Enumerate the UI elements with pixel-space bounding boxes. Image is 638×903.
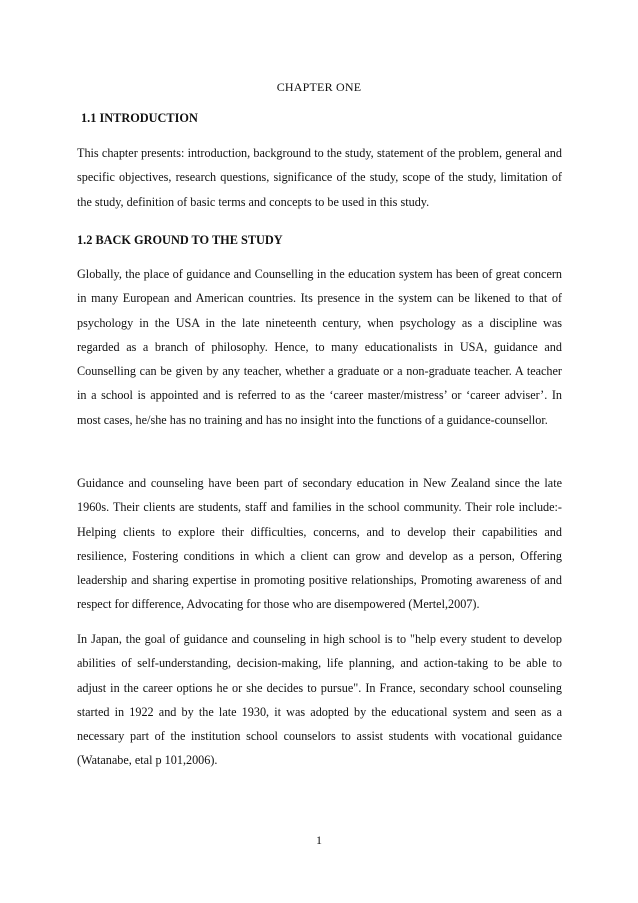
section-heading-introduction: 1.1 INTRODUCTION	[81, 111, 198, 125]
background-paragraph-new-zealand: Guidance and counseling have been part of secondary education in New Zealand since the late 1960s. Their clients are students, staff and families in the school community. Their role include:-Helping clients to explore their difficulties, concerns, and to develop their capabilities and resilience, Fostering conditions in which a client can grow and develop as a person, Offering leadership and sharing expertise in promoting positive relationships, Promoting awareness of and respect for difference, Advocating for those who are disempowered (Mertel,2007).	[77, 476, 562, 612]
chapter-title: CHAPTER ONE	[276, 80, 362, 94]
background-paragraph-global: Globally, the place of guidance and Counselling in the education system has been of great concern in many European and American countries. Its presence in the system can be likened to that of psychology in the USA in the late nineteenth century, when psychology as a discipline was regarded as a branch of philosophy. Hence, to many educationalists in USA, guidance and Counselling can be given by any teacher, whether a graduate or a non-graduate teacher. A teacher in a school is appointed and is referred to as the ‘career master/mistress’ or ‘career adviser’. In most cases, he/she has no training and has no insight into the functions of a guidance-counsellor.	[77, 267, 562, 427]
page-number: 1	[316, 833, 322, 847]
introduction-paragraph: This chapter presents: introduction, background to the study, statement of the problem, general and specific objectives, research questions, significance of the study, scope of the study, limitation of the study, definition of basic terms and concepts to be used in this study.	[77, 146, 562, 209]
background-paragraph-japan-france: In Japan, the goal of guidance and counseling in high school is to "help every student to develop abilities of self-understanding, decision-making, life planning, and action-taking to be able to adjust in the career options he or she decides to pursue". In France, secondary school counseling started in 1922 and by the late 1930, it was adopted by the educational system and seen as a necessary part of the institution school counselors to assist students with vocational guidance (Watanabe, etal p 101,2006).	[77, 632, 562, 768]
section-heading-background: 1.2 BACK GROUND TO THE STUDY	[77, 233, 283, 247]
